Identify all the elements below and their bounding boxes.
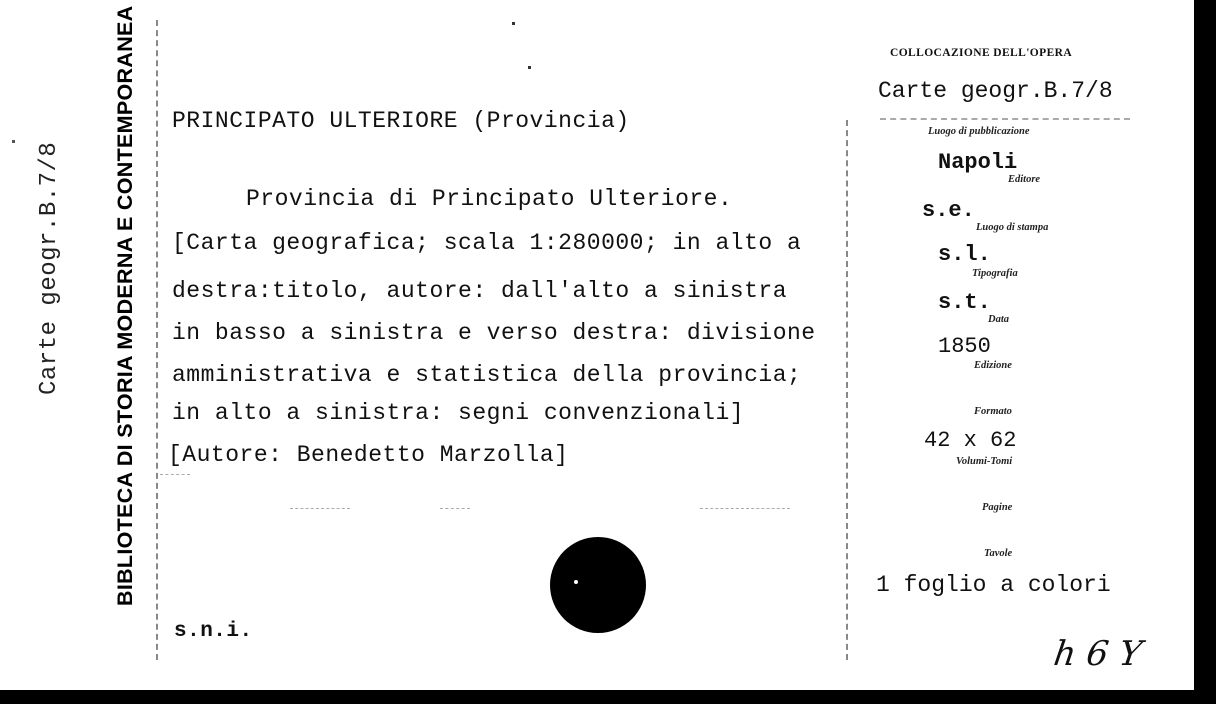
data-label: Data	[988, 314, 1009, 325]
punch-hole-dot	[574, 580, 578, 584]
pagine-label: Pagine	[982, 502, 1013, 513]
data-value: 1850	[938, 334, 991, 359]
luogo-pubblicazione-label: Luogo di pubblicazione	[928, 126, 1030, 137]
dash-mark	[440, 508, 470, 509]
location-header: COLLOCAZIONE DELL'OPERA	[890, 47, 1073, 59]
luogo-pubblicazione-value: Napoli	[938, 150, 1018, 175]
luogo-stampa-label: Luogo di stampa	[976, 222, 1049, 233]
body-line: in basso a sinistra e verso destra: divisione	[172, 320, 816, 346]
tavole-value: 1 foglio a colori	[876, 572, 1111, 598]
editore-label: Editore	[1008, 174, 1041, 185]
speck	[512, 22, 515, 25]
left-divider	[156, 20, 158, 660]
body-line: Provincia di Principato Ulteriore.	[246, 186, 733, 212]
card-heading: PRINCIPATO ULTERIORE (Provincia)	[172, 108, 630, 134]
body-line: [Autore: Benedetto Marzolla]	[168, 442, 569, 468]
library-name: BIBLIOTECA DI STORIA MODERNA E CONTEMPORANEA	[113, 5, 137, 606]
dash-mark	[700, 508, 790, 509]
side-shelfmark: Carte geogr.B.7/8	[36, 141, 63, 395]
luogo-stampa-value: s.l.	[938, 242, 991, 267]
speck	[528, 66, 531, 69]
dash-mark	[160, 474, 190, 475]
footer-note: s.n.i.	[174, 620, 253, 643]
punch-hole	[550, 537, 646, 633]
editore-value: s.e.	[922, 198, 975, 223]
handwritten-number: h 6 Y	[1051, 634, 1145, 674]
tipografia-label: Tipografia	[972, 268, 1018, 279]
right-header-rule	[880, 118, 1130, 120]
volumi-label: Volumi-Tomi	[956, 456, 1013, 467]
formato-value: 42 x 62	[924, 428, 1017, 453]
speck	[12, 140, 15, 143]
right-divider	[846, 120, 848, 660]
edizione-label: Edizione	[974, 360, 1012, 371]
body-line: in alto a sinistra: segni convenzionali]	[172, 400, 745, 426]
right-shelfmark: Carte geogr.B.7/8	[878, 78, 1113, 104]
body-line: [Carta geografica; scala 1:280000; in alto a	[172, 230, 802, 256]
body-line: amministrativa e statistica della provincia;	[172, 362, 802, 388]
dash-mark	[290, 508, 350, 509]
tavole-label: Tavole	[984, 548, 1013, 559]
body-line: destra:titolo, autore: dall'alto a sinistra	[172, 278, 787, 304]
tipografia-value: s.t.	[938, 290, 991, 315]
formato-label: Formato	[974, 406, 1012, 417]
